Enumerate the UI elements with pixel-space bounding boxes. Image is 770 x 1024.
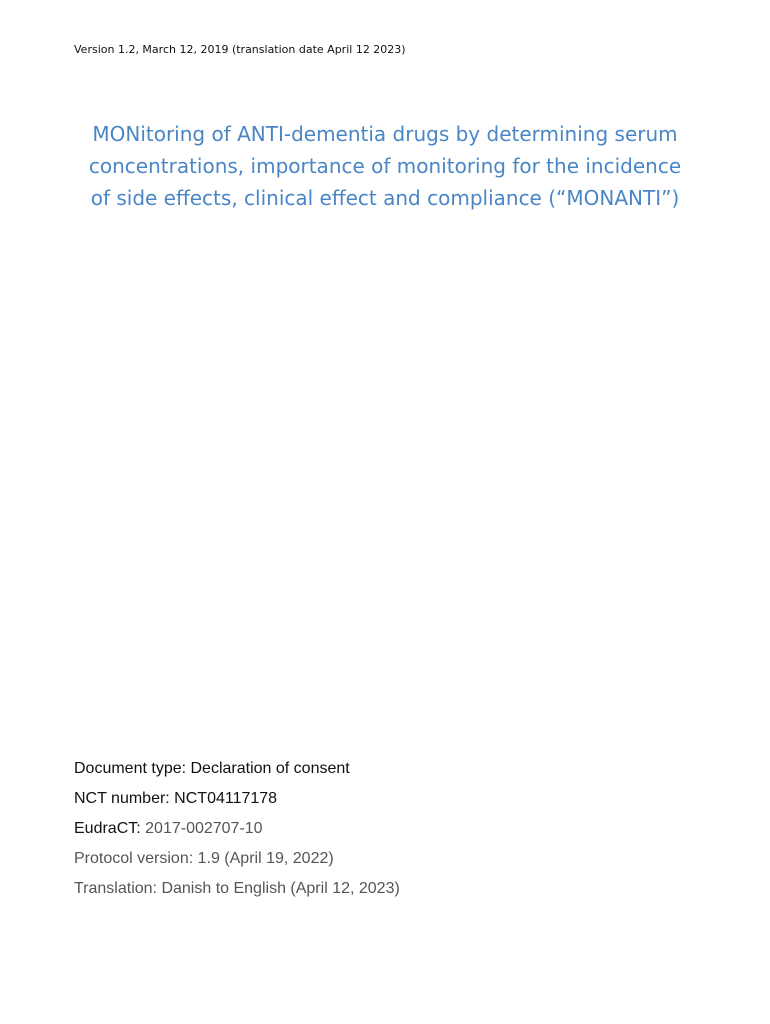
eudract-value: 2017-002707-10 xyxy=(145,820,263,837)
version-header: Version 1.2, March 12, 2019 (translation date April 12 2023) xyxy=(74,43,406,56)
eudract-label: EudraCT: xyxy=(74,820,146,837)
protocol-version: Protocol version: 1.9 (April 19, 2022) xyxy=(74,850,334,867)
document-title xyxy=(60,118,710,214)
title-line-3: of side effects, clinical effect and compliance (“MONANTI”) xyxy=(90,186,680,210)
eudract xyxy=(74,814,400,844)
title-line-2: concentrations, importance of monitoring for the incidence xyxy=(88,154,682,178)
nct-number: NCT number: NCT04117178 xyxy=(74,790,278,807)
translation-info: Translation: Danish to English (April 12, 2023) xyxy=(74,880,400,897)
title-line-1: MONitoring of ANTI-dementia drugs by determining serum xyxy=(92,122,678,146)
document-type: Document type: Declaration of consent xyxy=(74,760,350,777)
document-metadata xyxy=(74,754,400,904)
